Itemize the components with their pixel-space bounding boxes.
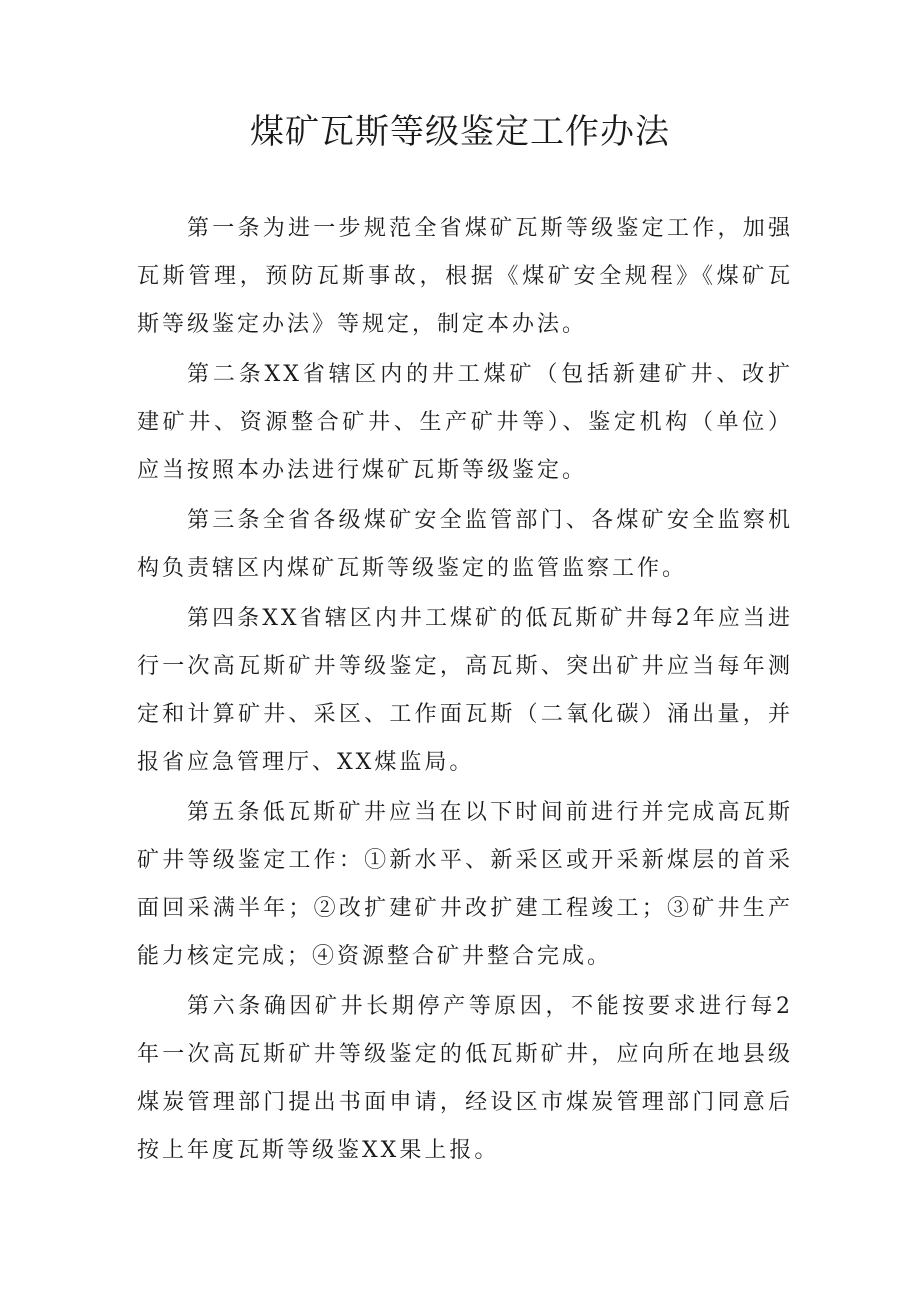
article-4: 第四条XX省辖区内井工煤矿的低瓦斯矿井每2年应当进行一次高瓦斯矿井等级鉴定，高瓦斯、突出矿井应当每年测定和计算矿井、采区、工作面瓦斯（二氧化碳）涌出量，并报省应急管理厅、XX煤监局。	[137, 606, 793, 775]
document-body	[137, 205, 793, 1175]
document-title: 煤矿瓦斯等级鉴定工作办法	[250, 112, 670, 152]
article-6: 第六条确因矿井长期停产等原因，不能按要求进行每2年一次高瓦斯矿井等级鉴定的低瓦斯矿井，应向所在地县级煤炭管理部门提出书面申请，经设区市煤炭管理部门同意后按上年度瓦斯等级鉴XX果上报。	[137, 994, 793, 1163]
article-3: 第三条全省各级煤矿安全监管部门、各煤矿安全监察机构负责辖区内煤矿瓦斯等级鉴定的监管监察工作。	[137, 508, 793, 581]
article-2: 第二条XX省辖区内的井工煤矿（包括新建矿井、改扩建矿井、资源整合矿井、生产矿井等）、鉴定机构（单位）应当按照本办法进行煤矿瓦斯等级鉴定。	[137, 362, 793, 483]
article-1: 第一条为进一步规范全省煤矿瓦斯等级鉴定工作，加强瓦斯管理，预防瓦斯事故，根据《煤矿安全规程》《煤矿瓦斯等级鉴定办法》等规定，制定本办法。	[137, 216, 793, 337]
article-5: 第五条低瓦斯矿井应当在以下时间前进行并完成高瓦斯矿井等级鉴定工作：①新水平、新采区或开采新煤层的首采面回采满半年；②改扩建矿井改扩建工程竣工；③矿井生产能力核定完成；④资源整合矿井整合完成。	[137, 800, 793, 969]
